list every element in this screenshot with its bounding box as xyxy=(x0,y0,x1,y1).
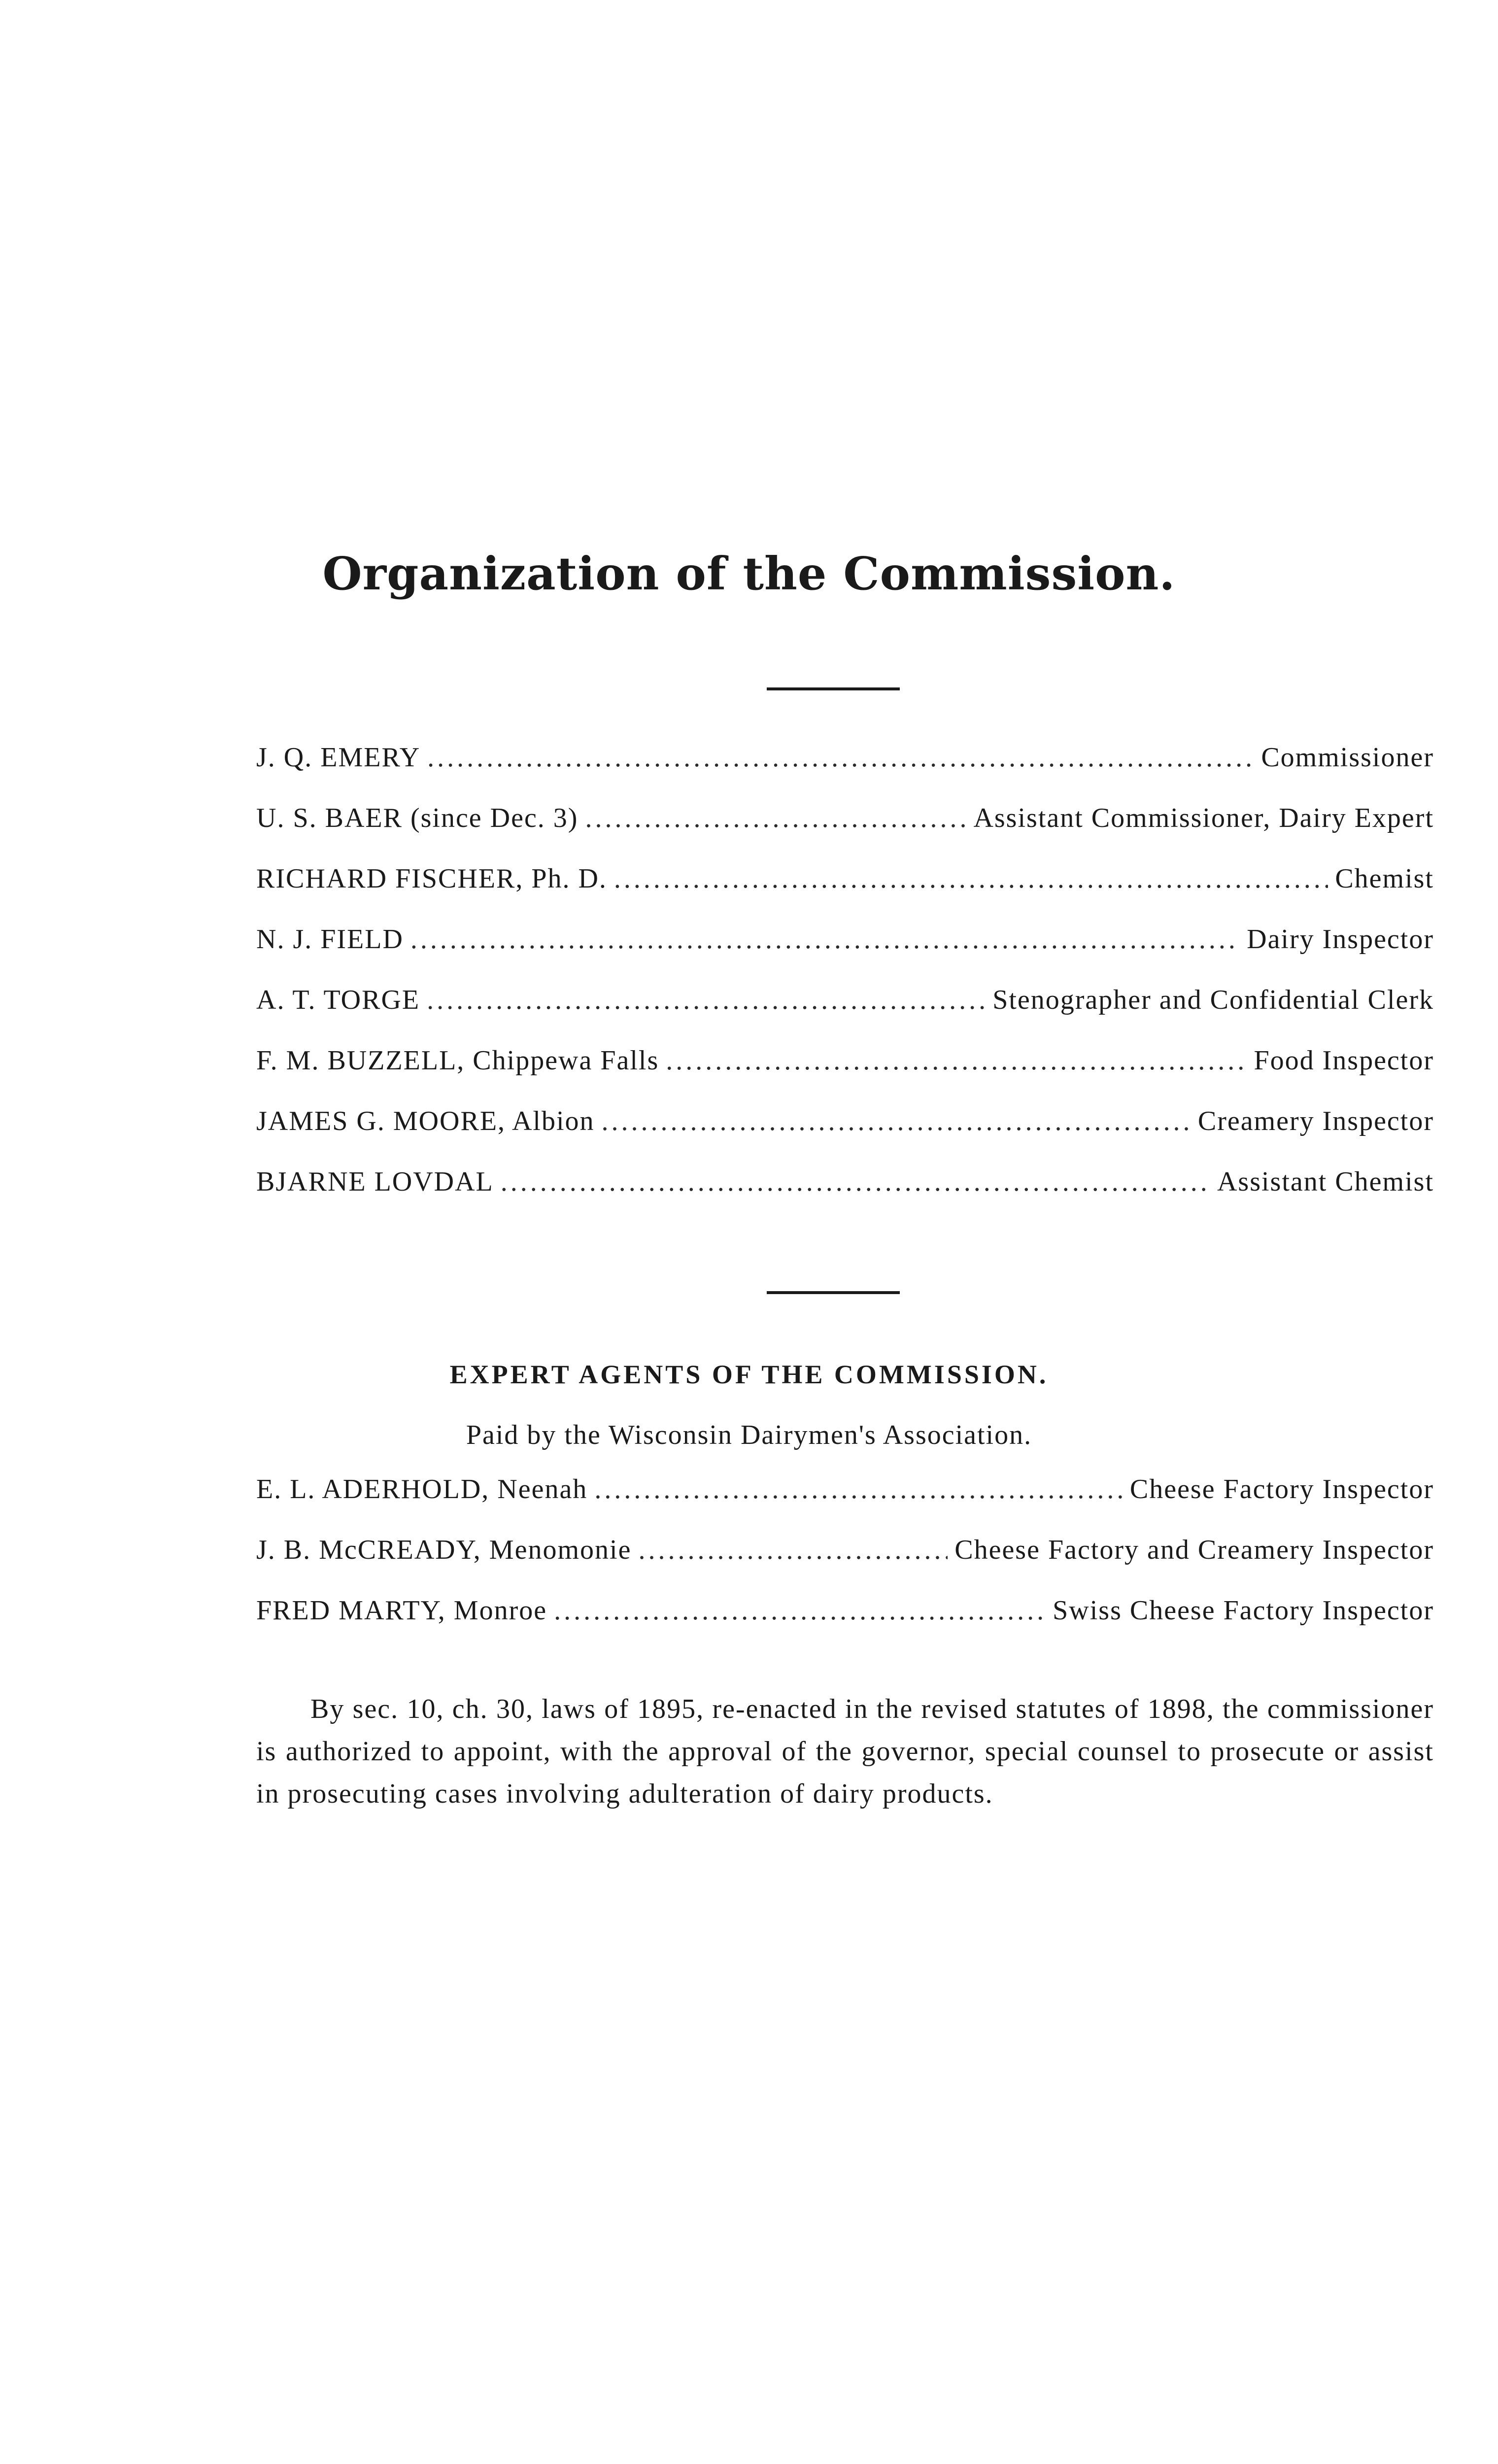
staff-role: Stenographer and Confidential Clerk xyxy=(992,985,1434,1015)
staff-row xyxy=(256,1105,1434,1137)
staff-name: F. M. BUZZELL, Chippewa Falls xyxy=(256,1045,659,1076)
staff-row xyxy=(256,863,1434,894)
staff-row xyxy=(256,1045,1434,1076)
staff-role: Dairy Inspector xyxy=(1247,924,1434,955)
page-title: Organization of the Commission. xyxy=(322,547,1176,600)
agent-name: E. L. ADERHOLD, Neenah xyxy=(256,1474,588,1505)
dot-leader xyxy=(501,1166,1210,1198)
staff-role: Food Inspector xyxy=(1254,1045,1434,1076)
staff-role: Assistant Commissioner, Dairy Expert xyxy=(973,803,1434,833)
dot-leader xyxy=(585,802,966,834)
dot-leader xyxy=(427,984,986,1016)
agent-role: Cheese Factory and Creamery Inspector xyxy=(954,1535,1434,1565)
agent-row xyxy=(256,1473,1434,1505)
staff-name: RICHARD FISCHER, Ph. D. xyxy=(256,863,607,894)
staff-name: J. Q. EMERY xyxy=(256,742,421,773)
staff-name: A. T. TORGE xyxy=(256,985,420,1015)
dot-leader xyxy=(638,1534,948,1566)
agent-row xyxy=(256,1534,1434,1566)
dot-leader xyxy=(554,1595,1046,1626)
staff-name: JAMES G. MOORE, Albion xyxy=(256,1106,595,1136)
agent-role: Cheese Factory Inspector xyxy=(1129,1474,1434,1505)
dot-leader xyxy=(427,742,1254,773)
divider-rule xyxy=(767,687,900,690)
divider-rule xyxy=(767,1291,900,1294)
section-subheading: Paid by the Wisconsin Dairymen's Association. xyxy=(466,1420,1032,1450)
agent-name: FRED MARTY, Monroe xyxy=(256,1595,547,1626)
staff-name: BJARNE LOVDAL xyxy=(256,1166,494,1197)
dot-leader xyxy=(410,924,1240,955)
staff-role: Assistant Chemist xyxy=(1217,1166,1434,1197)
agent-row xyxy=(256,1595,1434,1626)
dot-leader xyxy=(594,1473,1123,1505)
agent-role: Swiss Cheese Factory Inspector xyxy=(1053,1595,1434,1626)
section-heading: EXPERT AGENTS OF THE COMMISSION. xyxy=(449,1360,1049,1389)
dot-leader xyxy=(602,1105,1191,1137)
staff-row xyxy=(256,924,1434,955)
staff-name: N. J. FIELD xyxy=(256,924,404,955)
staff-role: Creamery Inspector xyxy=(1197,1106,1434,1136)
staff-role: Commissioner xyxy=(1261,742,1434,773)
staff-role: Chemist xyxy=(1335,863,1434,894)
statute-note: By sec. 10, ch. 30, laws of 1895, re-enacted in the revised statutes of 1898, the commissioner is authorized to appoint, with the approval of the governor, special counsel to prosecute or assist in prosecuting cases involving adulteration of dairy products. xyxy=(256,1694,1434,1809)
dot-leader xyxy=(614,863,1328,894)
staff-name: U. S. BAER (since Dec. 3) xyxy=(256,803,579,833)
staff-row xyxy=(256,802,1434,834)
staff-row xyxy=(256,742,1434,773)
dot-leader xyxy=(666,1045,1247,1076)
staff-row xyxy=(256,984,1434,1016)
staff-row xyxy=(256,1166,1434,1198)
agent-name: J. B. McCREADY, Menomonie xyxy=(256,1535,632,1565)
